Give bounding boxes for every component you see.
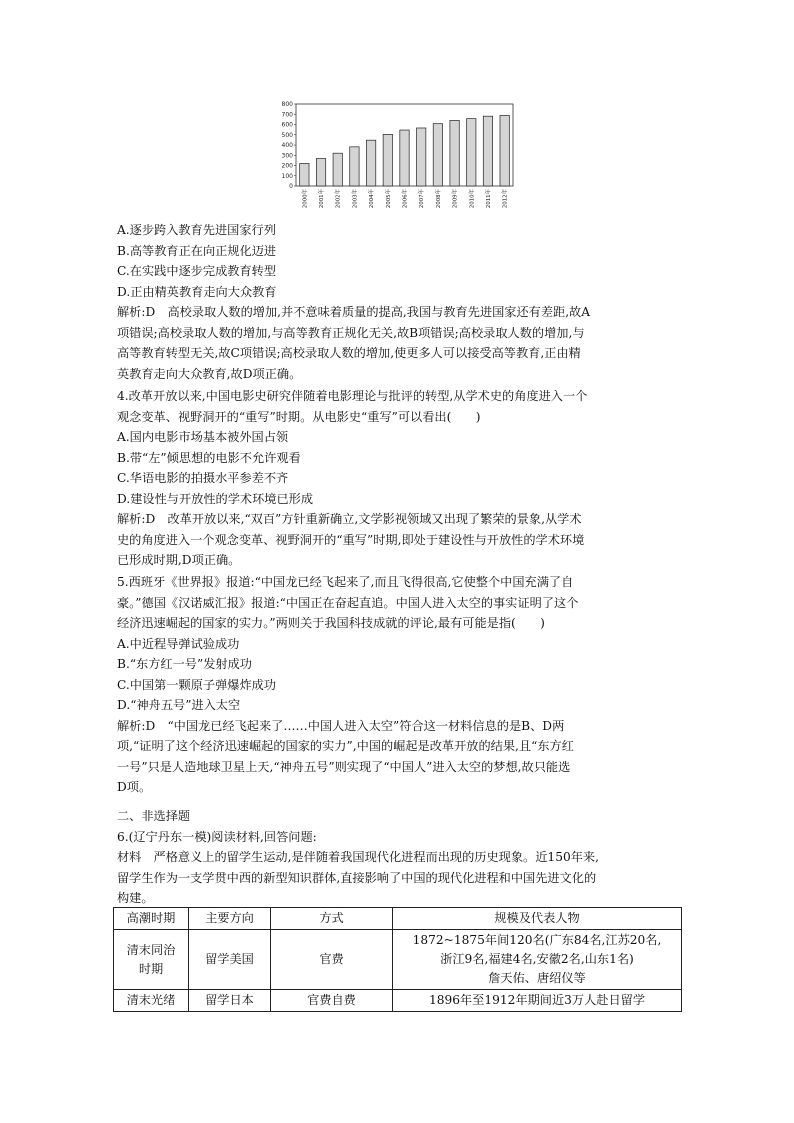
study-abroad-table	[113, 907, 682, 1012]
table-header: 高潮时期	[114, 908, 189, 930]
q5-analysis-line: 解析:D “中国龙已经飞起来了……中国人进入太空”符合这一材料信息的是B、D两	[117, 718, 565, 733]
q3-option-d: D.正由精英教育走向大众教育	[117, 284, 277, 299]
table-cell-direction: 留学日本	[189, 990, 271, 1012]
q4-stem-line: 观念变革、视野洞开的“重写”时期。从电影史“重写”可以看出( )	[117, 409, 481, 424]
scale-line: 浙江9名,福建4名,安徽2名,山东1名)	[440, 952, 634, 966]
q3-option-a: A.逐步跨入教育先进国家行列	[117, 223, 276, 237]
q4-block	[117, 386, 687, 571]
q5-option-b: B.“东方红一号”发射成功	[117, 657, 252, 671]
q6-stem: 6.(辽宁丹东一模)阅读材料,回答问题:	[117, 829, 317, 844]
q4-option-d: D.建设性与开放性的学术环境已形成	[117, 491, 314, 506]
material-line: 留学生作为一支学贯中西的新型知识群体,直接影响了中国的现代化进程和中国先进文化的	[117, 870, 597, 885]
bar	[300, 163, 309, 186]
q5-analysis-line: D项。	[117, 780, 152, 794]
bar	[500, 115, 509, 186]
table-cell-period	[114, 930, 189, 990]
x-tick-label: 2001年	[319, 189, 326, 209]
y-tick-label: 400	[281, 142, 293, 149]
q4-analysis-line: 史的角度进入一个观念变革、视野洞开的“重写”时期,即处于建设性与开放性的学术环境	[117, 532, 585, 547]
q3-block	[117, 220, 687, 384]
q5-option-a: A.中近程导弹试验成功	[117, 636, 240, 651]
table-cell-method: 官费	[271, 930, 393, 990]
bar	[333, 153, 342, 186]
scale-line: 詹天佑、唐绍仪等	[488, 971, 586, 985]
bar	[350, 147, 359, 186]
bar	[366, 140, 375, 186]
y-tick-label: 100	[281, 172, 293, 180]
table-row	[114, 990, 682, 1012]
y-tick-label: 0	[289, 183, 293, 190]
q3-analysis-line: 项错误;高校录取人数的增加,与高等教育正规化无关,故B项错误;高校录取人数的增加,与	[117, 325, 585, 340]
table-cell-period: 清末光绪	[114, 990, 189, 1012]
bar	[433, 124, 442, 186]
bar	[316, 159, 325, 186]
table-header: 方式	[271, 908, 393, 930]
x-tick-label: 2000年	[302, 189, 309, 209]
x-tick-label: 2009年	[452, 189, 459, 209]
q5-analysis-line: 项,“证明了这个经济迅速崛起的国家的实力”,中国的崛起是改革开放的结果,且“东方红	[117, 739, 574, 753]
q3-analysis-line: 高等教育转型无关,故C项错误;高校录取人数的增加,使更多人可以接受高等教育,正由精	[117, 346, 581, 360]
x-tick-label: 2007年	[419, 189, 426, 209]
x-tick-label: 2010年	[469, 189, 476, 209]
bar	[483, 116, 492, 186]
q3-analysis-line: 解析:D 高校录取人数的增加,并不意味着质量的提高,我国与教育先进国家还有差距,故A	[117, 305, 591, 319]
y-tick-label: 600	[281, 121, 293, 129]
y-tick-label: 500	[281, 131, 293, 139]
bar	[400, 130, 409, 186]
q5-option-c: C.中国第一颗原子弹爆炸成功	[117, 677, 277, 692]
enrollment-bar-chart	[272, 98, 522, 220]
q4-stem-line: 4.改革开放以来,中国电影史研究伴随着电影理论与批评的转型,从学术史的角度进入一个	[117, 389, 588, 403]
x-tick-label: 2012年	[502, 189, 509, 209]
material-line: 材料 严格意义上的留学生运动,是伴随着我国现代化进程而出现的历史现象。近150年来,	[117, 850, 599, 864]
q3-analysis-line: 英教育走向大众教育,故D项正确。	[117, 366, 302, 381]
period-line: 时期	[138, 961, 164, 976]
bar	[383, 134, 392, 186]
q4-analysis-line: 解析:D 改革开放以来,“双百”方针重新确立,文学影视领域又出现了繁荣的景象,从学术	[117, 512, 582, 526]
q3-option-c: C.在实践中逐步完成教育转型	[117, 264, 277, 278]
q4-option-b: B.带“左”倾思想的电影不允许观看	[117, 450, 301, 465]
y-tick-label: 700	[281, 111, 293, 119]
material-line: 构建。	[117, 891, 154, 905]
q5-option-d: D.“神舟五号”进入太空	[117, 698, 241, 712]
table-header: 规模及代表人物	[393, 908, 682, 930]
x-tick-label: 2004年	[369, 189, 376, 209]
y-tick-label: 200	[281, 162, 293, 170]
q5-stem-line: 5.西班牙《世界报》报道:“中国龙已经飞起来了,而且飞得很高,它使整个中国充满了自	[117, 575, 574, 589]
x-tick-label: 2006年	[402, 189, 409, 209]
q5-stem-line: 经济迅速崛起的国家的实力。”两则关于我国科技成就的评论,最有可能是指( )	[117, 616, 545, 630]
table-cell-direction: 留学美国	[189, 930, 271, 990]
bar	[467, 119, 476, 186]
q4-option-c: C.华语电影的拍摄水平参差不齐	[117, 471, 289, 485]
q4-analysis-line: 已形成时期,D项正确。	[117, 553, 241, 567]
table-cell-method: 官费自费	[271, 990, 393, 1012]
y-tick-label: 800	[281, 101, 293, 108]
x-tick-label: 2005年	[385, 189, 392, 209]
x-tick-label: 2008年	[435, 189, 442, 209]
x-tick-label: 2011年	[485, 189, 492, 209]
x-tick-label: 2003年	[352, 189, 359, 209]
table-header: 主要方向	[189, 908, 271, 930]
q5-analysis-line: 一号”只是人造地球卫星上天,“神舟五号”则实现了“中国人”进入太空的梦想,故只能选	[117, 759, 571, 774]
x-tick-label: 2002年	[335, 189, 342, 209]
q3-option-b: B.高等教育正在向正规化迈进	[117, 243, 277, 258]
y-tick-label: 300	[281, 152, 293, 160]
period-line: 清末同治	[126, 942, 176, 957]
bar	[417, 128, 426, 186]
table-cell-scale: 1896年至1912年期间近3万人赴日留学	[393, 990, 682, 1012]
bar	[450, 120, 459, 186]
section2-block	[117, 806, 687, 909]
section-heading: 二、非选择题	[117, 809, 191, 823]
table-row	[114, 930, 682, 990]
table-cell-scale	[393, 930, 682, 990]
q5-stem-line: 豪。”德国《汉诺威汇报》报道:“中国正在奋起直追。中国人进入太空的事实证明了这个	[117, 595, 579, 610]
q4-option-a: A.国内电影市场基本被外国占领	[117, 430, 289, 444]
scale-line: 1872~1875年间120名(广东84名,江苏20名,	[412, 933, 662, 947]
table-header-row	[114, 908, 682, 930]
q5-block	[117, 572, 687, 798]
